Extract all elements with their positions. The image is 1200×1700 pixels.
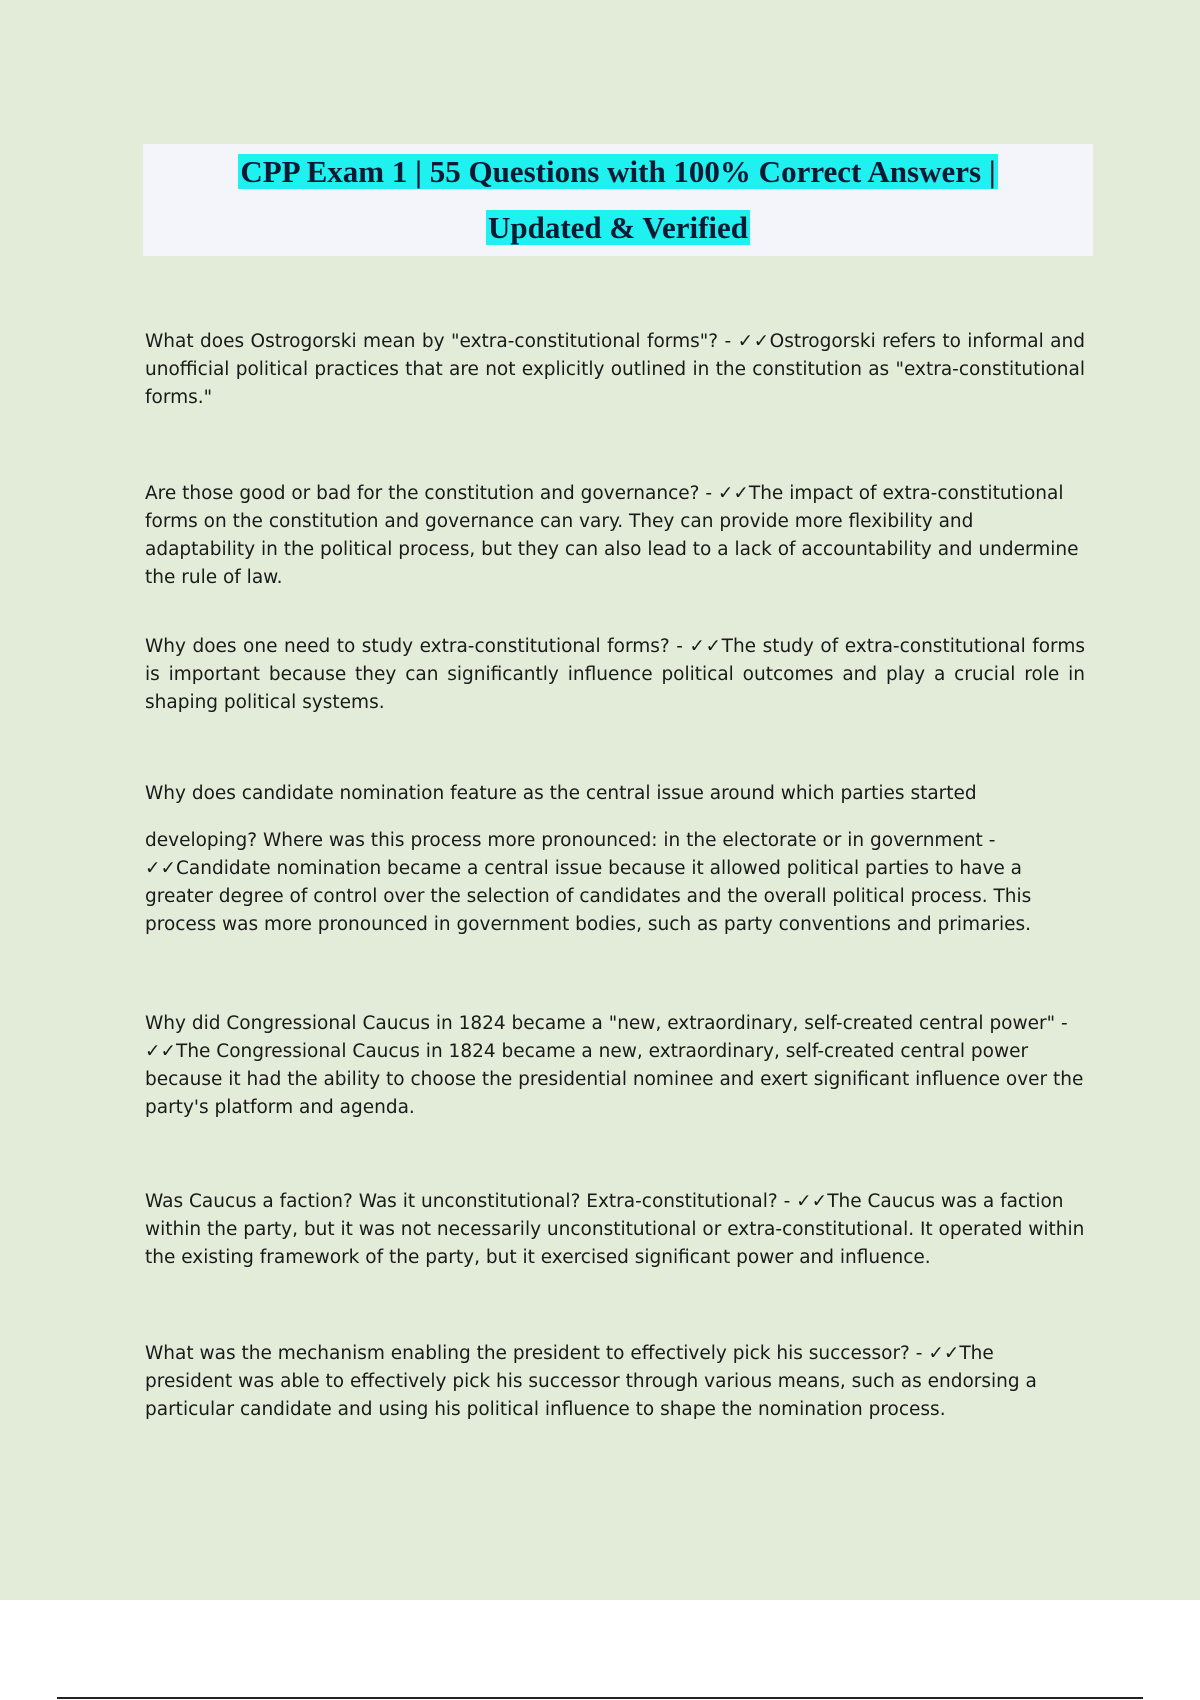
qa-item-4-question-start: Why does candidate nomination feature as the central issue around which parties started (145, 783, 977, 804)
check-mark-icon: ✓✓ (145, 858, 177, 879)
qa-item-3 (145, 633, 1085, 717)
qa-item-2 (145, 480, 1085, 592)
answer-text: The Congressional Caucus in 1824 became a new, extraordinary, self-created central power because it had the ability to choose the presidential nominee and exert significant influence over the party's platform and agenda. (145, 1041, 1084, 1118)
answer-text: The president was able to effectively pick his successor through various means, such as endorsing a particular candidate and using his political influence to shape the nomination process. (145, 1343, 1037, 1420)
qa-item-4 (145, 827, 1085, 939)
check-mark-icon: ✓✓ (145, 1041, 177, 1062)
title-line-2: Updated & Verified (487, 210, 749, 245)
question-text: Why did Congressional Caucus in 1824 became a "new, extraordinary, self-created central power" - (145, 1013, 1068, 1034)
question-text: developing? Where was this process more pronounced: in the electorate or in government - (145, 830, 996, 851)
title-banner (143, 144, 1093, 256)
answer-text: Ostrogorski refers to informal and unofficial political practices that are not explicitly outlined in the constitution as "extra-constitutional forms." (145, 331, 1085, 408)
check-mark-icon: ✓✓ (737, 331, 770, 352)
check-mark-icon: ✓✓ (796, 1191, 828, 1212)
check-mark-icon: ✓✓ (928, 1343, 960, 1364)
answer-text: The impact of extra-constitutional forms on the constitution and governance can vary. They can provide more flexibility and adaptability in the political process, but they can also lead to a lack of accountability and undermine the rule of law. (145, 483, 1079, 588)
question-text: Was Caucus a faction? Was it unconstitutional? Extra-constitutional? - (145, 1191, 797, 1212)
question-text: What was the mechanism enabling the president to effectively pick his successor? - (145, 1343, 929, 1364)
answer-text: Candidate nomination became a central issue because it allowed political parties to have a greater degree of control over the selection of candidates and the overall political process. This process was more pronounced in government bodies, such as party conventions and primaries. (145, 858, 1032, 935)
answer-text: The study of extra-constitutional forms is important because they can significantly influence political outcomes and play a crucial role in shaping political systems. (145, 636, 1086, 713)
check-mark-icon: ✓✓ (717, 483, 749, 504)
qa-item-5 (145, 1010, 1085, 1122)
footer-divider (57, 1697, 1143, 1699)
answer-text: The Caucus was a faction within the party, but it was not necessarily unconstitutional or extra-constitutional. It operated within the existing framework of the party, but it exercised significant power and influence. (145, 1191, 1085, 1268)
qa-item-1 (145, 328, 1085, 412)
check-mark-icon: ✓✓ (689, 636, 722, 657)
question-text: Why does one need to study extra-constitutional forms? - (145, 636, 690, 657)
question-text: Are those good or bad for the constitution and governance? - (145, 483, 718, 504)
question-text: What does Ostrogorski mean by "extra-constitutional forms"? - (145, 331, 738, 352)
qa-item-7 (145, 1340, 1085, 1424)
title-line-1: CPP Exam 1 | 55 Questions with 100% Correct Answers | (240, 154, 996, 189)
qa-item-6 (145, 1188, 1085, 1272)
